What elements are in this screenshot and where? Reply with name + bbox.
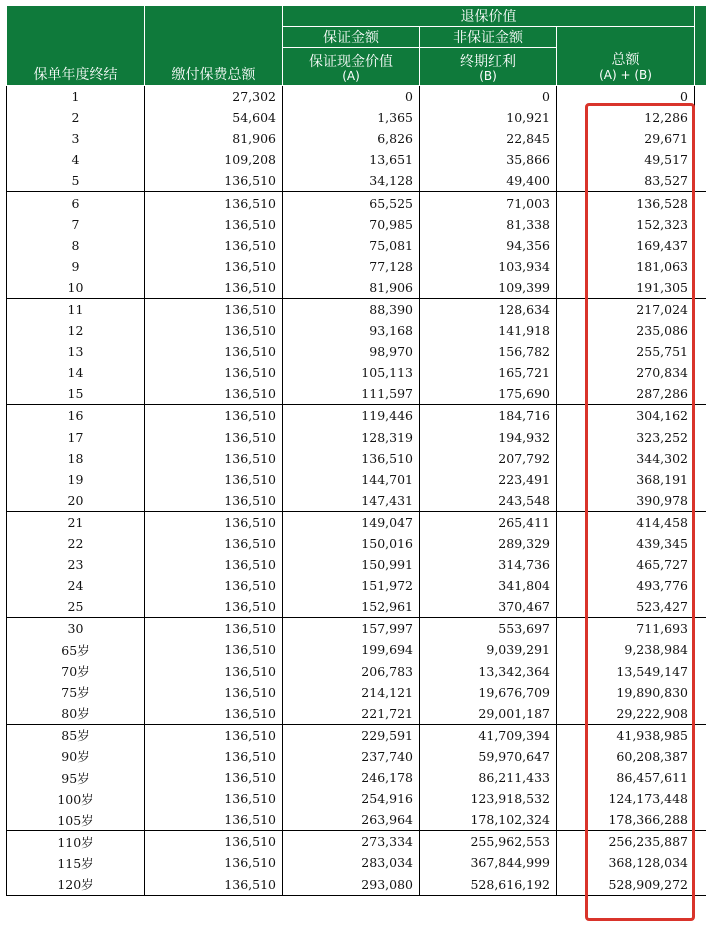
cell-terminal-bonus: 29,001,187 bbox=[420, 703, 557, 725]
cell-terminal-bonus: 109,399 bbox=[420, 277, 557, 299]
cell-edge bbox=[695, 809, 706, 831]
table-row bbox=[7, 383, 706, 405]
cell-edge bbox=[695, 256, 706, 277]
cell-cash-value: 13,651 bbox=[283, 149, 420, 170]
cell-cash-value: 98,970 bbox=[283, 341, 420, 362]
cell-policy-year: 7 bbox=[7, 214, 145, 235]
cell-total: 414,458 bbox=[557, 511, 695, 533]
cell-total: 191,305 bbox=[557, 277, 695, 299]
table-row bbox=[7, 192, 706, 214]
table-row bbox=[7, 107, 706, 128]
cell-terminal-bonus: 528,616,192 bbox=[420, 873, 557, 895]
cell-terminal-bonus: 35,866 bbox=[420, 149, 557, 170]
table-row bbox=[7, 214, 706, 235]
cell-terminal-bonus: 9,039,291 bbox=[420, 639, 557, 660]
cell-total: 9,238,984 bbox=[557, 639, 695, 660]
cell-total-premium: 136,510 bbox=[145, 298, 283, 320]
header-edge-cell bbox=[695, 6, 706, 86]
cell-cash-value: 88,390 bbox=[283, 298, 420, 320]
cell-terminal-bonus: 0 bbox=[420, 86, 557, 108]
cell-total-premium: 136,510 bbox=[145, 469, 283, 490]
cell-policy-year: 21 bbox=[7, 511, 145, 533]
cell-cash-value: 0 bbox=[283, 86, 420, 108]
cell-cash-value: 152,961 bbox=[283, 596, 420, 618]
cell-policy-year: 11 bbox=[7, 298, 145, 320]
cell-total-premium: 136,510 bbox=[145, 682, 283, 703]
table-row bbox=[7, 149, 706, 170]
cell-cash-value: 214,121 bbox=[283, 682, 420, 703]
cell-total-premium: 136,510 bbox=[145, 427, 283, 448]
cell-policy-year: 100岁 bbox=[7, 788, 145, 809]
cell-total-premium: 27,302 bbox=[145, 86, 283, 108]
cell-total: 368,191 bbox=[557, 469, 695, 490]
cell-policy-year: 15 bbox=[7, 383, 145, 405]
cell-edge bbox=[695, 852, 706, 873]
cell-total-premium: 136,510 bbox=[145, 554, 283, 575]
cell-cash-value: 34,128 bbox=[283, 170, 420, 192]
table-row bbox=[7, 235, 706, 256]
cell-policy-year: 9 bbox=[7, 256, 145, 277]
cell-policy-year: 3 bbox=[7, 128, 145, 149]
cell-terminal-bonus: 289,329 bbox=[420, 533, 557, 554]
cell-cash-value: 246,178 bbox=[283, 767, 420, 788]
cell-total-premium: 136,510 bbox=[145, 235, 283, 256]
cell-cash-value: 119,446 bbox=[283, 405, 420, 427]
cell-terminal-bonus: 156,782 bbox=[420, 341, 557, 362]
cell-cash-value: 150,991 bbox=[283, 554, 420, 575]
table-row bbox=[7, 746, 706, 767]
cell-edge bbox=[695, 767, 706, 788]
cell-total-premium: 136,510 bbox=[145, 767, 283, 788]
cell-total: 178,366,288 bbox=[557, 809, 695, 831]
cell-total-premium: 81,906 bbox=[145, 128, 283, 149]
cell-total: 493,776 bbox=[557, 575, 695, 596]
cell-edge bbox=[695, 639, 706, 660]
cell-terminal-bonus: 255,962,553 bbox=[420, 831, 557, 853]
surrender-value-table-container bbox=[6, 5, 706, 896]
cell-total-premium: 136,510 bbox=[145, 277, 283, 299]
cell-cash-value: 149,047 bbox=[283, 511, 420, 533]
cell-edge bbox=[695, 511, 706, 533]
cell-cash-value: 75,081 bbox=[283, 235, 420, 256]
header-guaranteed-cash-value: 保证现金价值 (A) bbox=[283, 48, 420, 86]
cell-total: 235,086 bbox=[557, 320, 695, 341]
table-row bbox=[7, 256, 706, 277]
cell-total: 255,751 bbox=[557, 341, 695, 362]
cell-policy-year: 1 bbox=[7, 86, 145, 108]
cell-terminal-bonus: 49,400 bbox=[420, 170, 557, 192]
cell-edge bbox=[695, 383, 706, 405]
cell-terminal-bonus: 194,932 bbox=[420, 427, 557, 448]
table-row bbox=[7, 170, 706, 192]
cell-policy-year: 18 bbox=[7, 448, 145, 469]
cell-policy-year: 13 bbox=[7, 341, 145, 362]
cell-edge bbox=[695, 128, 706, 149]
cell-total-premium: 54,604 bbox=[145, 107, 283, 128]
cell-total-premium: 136,510 bbox=[145, 448, 283, 469]
cell-terminal-bonus: 141,918 bbox=[420, 320, 557, 341]
header-surrender-value: 退保价值 bbox=[283, 6, 695, 27]
cell-edge bbox=[695, 86, 706, 108]
table-row bbox=[7, 511, 706, 533]
table-row bbox=[7, 362, 706, 383]
cell-cash-value: 293,080 bbox=[283, 873, 420, 895]
cell-total-premium: 136,510 bbox=[145, 170, 283, 192]
table-row bbox=[7, 767, 706, 788]
cell-total: 86,457,611 bbox=[557, 767, 695, 788]
cell-edge bbox=[695, 469, 706, 490]
table-row bbox=[7, 554, 706, 575]
cell-cash-value: 221,721 bbox=[283, 703, 420, 725]
cell-total: 169,437 bbox=[557, 235, 695, 256]
header-total: 总额 (A) + (B) bbox=[557, 27, 695, 86]
cell-cash-value: 157,997 bbox=[283, 618, 420, 640]
cell-edge bbox=[695, 405, 706, 427]
cell-terminal-bonus: 71,003 bbox=[420, 192, 557, 214]
cell-cash-value: 77,128 bbox=[283, 256, 420, 277]
cell-edge bbox=[695, 170, 706, 192]
cell-total-premium: 136,510 bbox=[145, 405, 283, 427]
table-row bbox=[7, 448, 706, 469]
cell-policy-year: 120岁 bbox=[7, 873, 145, 895]
cell-edge bbox=[695, 788, 706, 809]
cell-total: 217,024 bbox=[557, 298, 695, 320]
cell-cash-value: 199,694 bbox=[283, 639, 420, 660]
cell-total: 270,834 bbox=[557, 362, 695, 383]
cell-cash-value: 105,113 bbox=[283, 362, 420, 383]
cell-edge bbox=[695, 320, 706, 341]
cell-policy-year: 30 bbox=[7, 618, 145, 640]
cell-edge bbox=[695, 107, 706, 128]
cell-policy-year: 85岁 bbox=[7, 724, 145, 746]
table-row bbox=[7, 490, 706, 512]
cell-policy-year: 12 bbox=[7, 320, 145, 341]
cell-edge bbox=[695, 341, 706, 362]
cell-total: 60,208,387 bbox=[557, 746, 695, 767]
cell-total-premium: 109,208 bbox=[145, 149, 283, 170]
cell-policy-year: 2 bbox=[7, 107, 145, 128]
cell-total-premium: 136,510 bbox=[145, 746, 283, 767]
cell-cash-value: 70,985 bbox=[283, 214, 420, 235]
cell-terminal-bonus: 370,467 bbox=[420, 596, 557, 618]
cell-total: 13,549,147 bbox=[557, 661, 695, 682]
cell-edge bbox=[695, 575, 706, 596]
cell-terminal-bonus: 341,804 bbox=[420, 575, 557, 596]
cell-total: 287,286 bbox=[557, 383, 695, 405]
cell-edge bbox=[695, 235, 706, 256]
cell-total: 528,909,272 bbox=[557, 873, 695, 895]
cell-cash-value: 263,964 bbox=[283, 809, 420, 831]
cell-cash-value: 150,016 bbox=[283, 533, 420, 554]
cell-edge bbox=[695, 149, 706, 170]
cell-total-premium: 136,510 bbox=[145, 661, 283, 682]
cell-edge bbox=[695, 618, 706, 640]
cell-cash-value: 229,591 bbox=[283, 724, 420, 746]
cell-policy-year: 19 bbox=[7, 469, 145, 490]
cell-terminal-bonus: 553,697 bbox=[420, 618, 557, 640]
cell-policy-year: 14 bbox=[7, 362, 145, 383]
cell-cash-value: 283,034 bbox=[283, 852, 420, 873]
table-row bbox=[7, 724, 706, 746]
cell-total-premium: 136,510 bbox=[145, 341, 283, 362]
cell-policy-year: 17 bbox=[7, 427, 145, 448]
cell-total: 390,978 bbox=[557, 490, 695, 512]
cell-total: 152,323 bbox=[557, 214, 695, 235]
cell-total-premium: 136,510 bbox=[145, 511, 283, 533]
cell-edge bbox=[695, 554, 706, 575]
cell-terminal-bonus: 178,102,324 bbox=[420, 809, 557, 831]
table-row bbox=[7, 128, 706, 149]
cell-total: 439,345 bbox=[557, 533, 695, 554]
cell-terminal-bonus: 367,844,999 bbox=[420, 852, 557, 873]
cell-total-premium: 136,510 bbox=[145, 596, 283, 618]
cell-total: 29,222,908 bbox=[557, 703, 695, 725]
cell-total-premium: 136,510 bbox=[145, 383, 283, 405]
cell-terminal-bonus: 10,921 bbox=[420, 107, 557, 128]
cell-policy-year: 5 bbox=[7, 170, 145, 192]
cell-policy-year: 25 bbox=[7, 596, 145, 618]
cell-terminal-bonus: 81,338 bbox=[420, 214, 557, 235]
cell-total: 304,162 bbox=[557, 405, 695, 427]
cell-total-premium: 136,510 bbox=[145, 809, 283, 831]
cell-policy-year: 22 bbox=[7, 533, 145, 554]
cell-total-premium: 136,510 bbox=[145, 788, 283, 809]
table-row bbox=[7, 533, 706, 554]
cell-cash-value: 136,510 bbox=[283, 448, 420, 469]
cell-terminal-bonus: 314,736 bbox=[420, 554, 557, 575]
cell-terminal-bonus: 13,342,364 bbox=[420, 661, 557, 682]
cell-total-premium: 136,510 bbox=[145, 873, 283, 895]
cell-edge bbox=[695, 427, 706, 448]
cell-edge bbox=[695, 724, 706, 746]
cell-edge bbox=[695, 448, 706, 469]
table-row bbox=[7, 320, 706, 341]
cell-total: 12,286 bbox=[557, 107, 695, 128]
surrender-value-table bbox=[6, 5, 706, 896]
table-row bbox=[7, 298, 706, 320]
cell-cash-value: 237,740 bbox=[283, 746, 420, 767]
cell-terminal-bonus: 207,792 bbox=[420, 448, 557, 469]
table-row bbox=[7, 277, 706, 299]
table-body bbox=[7, 86, 706, 896]
table-row bbox=[7, 596, 706, 618]
cell-total: 41,938,985 bbox=[557, 724, 695, 746]
cell-policy-year: 6 bbox=[7, 192, 145, 214]
cell-total-premium: 136,510 bbox=[145, 214, 283, 235]
cell-edge bbox=[695, 298, 706, 320]
cell-total: 124,173,448 bbox=[557, 788, 695, 809]
cell-edge bbox=[695, 362, 706, 383]
cell-total: 181,063 bbox=[557, 256, 695, 277]
cell-terminal-bonus: 19,676,709 bbox=[420, 682, 557, 703]
cell-total: 323,252 bbox=[557, 427, 695, 448]
cell-terminal-bonus: 123,918,532 bbox=[420, 788, 557, 809]
table-row bbox=[7, 639, 706, 660]
cell-cash-value: 254,916 bbox=[283, 788, 420, 809]
cell-edge bbox=[695, 277, 706, 299]
cell-edge bbox=[695, 490, 706, 512]
cell-edge bbox=[695, 703, 706, 725]
cell-edge bbox=[695, 831, 706, 853]
table-row bbox=[7, 618, 706, 640]
cell-terminal-bonus: 165,721 bbox=[420, 362, 557, 383]
cell-cash-value: 65,525 bbox=[283, 192, 420, 214]
table-row bbox=[7, 852, 706, 873]
cell-edge bbox=[695, 533, 706, 554]
cell-policy-year: 20 bbox=[7, 490, 145, 512]
cell-terminal-bonus: 86,211,433 bbox=[420, 767, 557, 788]
cell-cash-value: 6,826 bbox=[283, 128, 420, 149]
cell-policy-year: 80岁 bbox=[7, 703, 145, 725]
cell-total-premium: 136,510 bbox=[145, 256, 283, 277]
cell-policy-year: 24 bbox=[7, 575, 145, 596]
cell-terminal-bonus: 41,709,394 bbox=[420, 724, 557, 746]
cell-total-premium: 136,510 bbox=[145, 533, 283, 554]
cell-edge bbox=[695, 661, 706, 682]
table-row bbox=[7, 86, 706, 108]
cell-total-premium: 136,510 bbox=[145, 192, 283, 214]
cell-policy-year: 115岁 bbox=[7, 852, 145, 873]
cell-total: 344,302 bbox=[557, 448, 695, 469]
table-row bbox=[7, 469, 706, 490]
cell-terminal-bonus: 243,548 bbox=[420, 490, 557, 512]
cell-edge bbox=[695, 214, 706, 235]
cell-total-premium: 136,510 bbox=[145, 831, 283, 853]
cell-cash-value: 81,906 bbox=[283, 277, 420, 299]
cell-policy-year: 105岁 bbox=[7, 809, 145, 831]
header-policy-year: 保单年度终结 bbox=[7, 6, 145, 86]
cell-edge bbox=[695, 596, 706, 618]
cell-policy-year: 4 bbox=[7, 149, 145, 170]
cell-total-premium: 136,510 bbox=[145, 362, 283, 383]
table-row bbox=[7, 788, 706, 809]
cell-policy-year: 70岁 bbox=[7, 661, 145, 682]
cell-policy-year: 90岁 bbox=[7, 746, 145, 767]
cell-terminal-bonus: 103,934 bbox=[420, 256, 557, 277]
table-row bbox=[7, 873, 706, 895]
cell-policy-year: 75岁 bbox=[7, 682, 145, 703]
table-row bbox=[7, 575, 706, 596]
cell-cash-value: 1,365 bbox=[283, 107, 420, 128]
cell-terminal-bonus: 59,970,647 bbox=[420, 746, 557, 767]
cell-cash-value: 273,334 bbox=[283, 831, 420, 853]
cell-policy-year: 110岁 bbox=[7, 831, 145, 853]
cell-policy-year: 16 bbox=[7, 405, 145, 427]
cell-terminal-bonus: 223,491 bbox=[420, 469, 557, 490]
cell-terminal-bonus: 94,356 bbox=[420, 235, 557, 256]
table-row bbox=[7, 341, 706, 362]
cell-terminal-bonus: 184,716 bbox=[420, 405, 557, 427]
cell-total-premium: 136,510 bbox=[145, 703, 283, 725]
cell-total: 19,890,830 bbox=[557, 682, 695, 703]
cell-total-premium: 136,510 bbox=[145, 852, 283, 873]
cell-policy-year: 65岁 bbox=[7, 639, 145, 660]
cell-total: 465,727 bbox=[557, 554, 695, 575]
cell-cash-value: 144,701 bbox=[283, 469, 420, 490]
cell-edge bbox=[695, 746, 706, 767]
cell-cash-value: 147,431 bbox=[283, 490, 420, 512]
cell-terminal-bonus: 128,634 bbox=[420, 298, 557, 320]
cell-terminal-bonus: 175,690 bbox=[420, 383, 557, 405]
table-row bbox=[7, 682, 706, 703]
table-row bbox=[7, 405, 706, 427]
header-non-guaranteed: 非保证金额 bbox=[420, 27, 557, 48]
cell-total: 523,427 bbox=[557, 596, 695, 618]
header-guaranteed: 保证金额 bbox=[283, 27, 420, 48]
table-row bbox=[7, 703, 706, 725]
cell-total-premium: 136,510 bbox=[145, 618, 283, 640]
cell-policy-year: 8 bbox=[7, 235, 145, 256]
cell-cash-value: 128,319 bbox=[283, 427, 420, 448]
table-row bbox=[7, 427, 706, 448]
cell-total-premium: 136,510 bbox=[145, 320, 283, 341]
cell-total: 49,517 bbox=[557, 149, 695, 170]
header-total-premium: 缴付保费总额 bbox=[145, 6, 283, 86]
cell-edge bbox=[695, 682, 706, 703]
table-row bbox=[7, 809, 706, 831]
cell-cash-value: 93,168 bbox=[283, 320, 420, 341]
cell-cash-value: 111,597 bbox=[283, 383, 420, 405]
cell-edge bbox=[695, 873, 706, 895]
header-terminal-bonus: 终期红利 (B) bbox=[420, 48, 557, 86]
cell-total: 256,235,887 bbox=[557, 831, 695, 853]
cell-total-premium: 136,510 bbox=[145, 639, 283, 660]
cell-policy-year: 10 bbox=[7, 277, 145, 299]
cell-total: 368,128,034 bbox=[557, 852, 695, 873]
cell-total-premium: 136,510 bbox=[145, 490, 283, 512]
cell-terminal-bonus: 265,411 bbox=[420, 511, 557, 533]
cell-cash-value: 151,972 bbox=[283, 575, 420, 596]
cell-total: 136,528 bbox=[557, 192, 695, 214]
cell-terminal-bonus: 22,845 bbox=[420, 128, 557, 149]
cell-cash-value: 206,783 bbox=[283, 661, 420, 682]
cell-edge bbox=[695, 192, 706, 214]
table-row bbox=[7, 831, 706, 853]
cell-total-premium: 136,510 bbox=[145, 575, 283, 596]
table-row bbox=[7, 661, 706, 682]
cell-total: 29,671 bbox=[557, 128, 695, 149]
cell-total: 0 bbox=[557, 86, 695, 108]
cell-total-premium: 136,510 bbox=[145, 724, 283, 746]
cell-total: 711,693 bbox=[557, 618, 695, 640]
cell-policy-year: 23 bbox=[7, 554, 145, 575]
cell-policy-year: 95岁 bbox=[7, 767, 145, 788]
cell-total: 83,527 bbox=[557, 170, 695, 192]
